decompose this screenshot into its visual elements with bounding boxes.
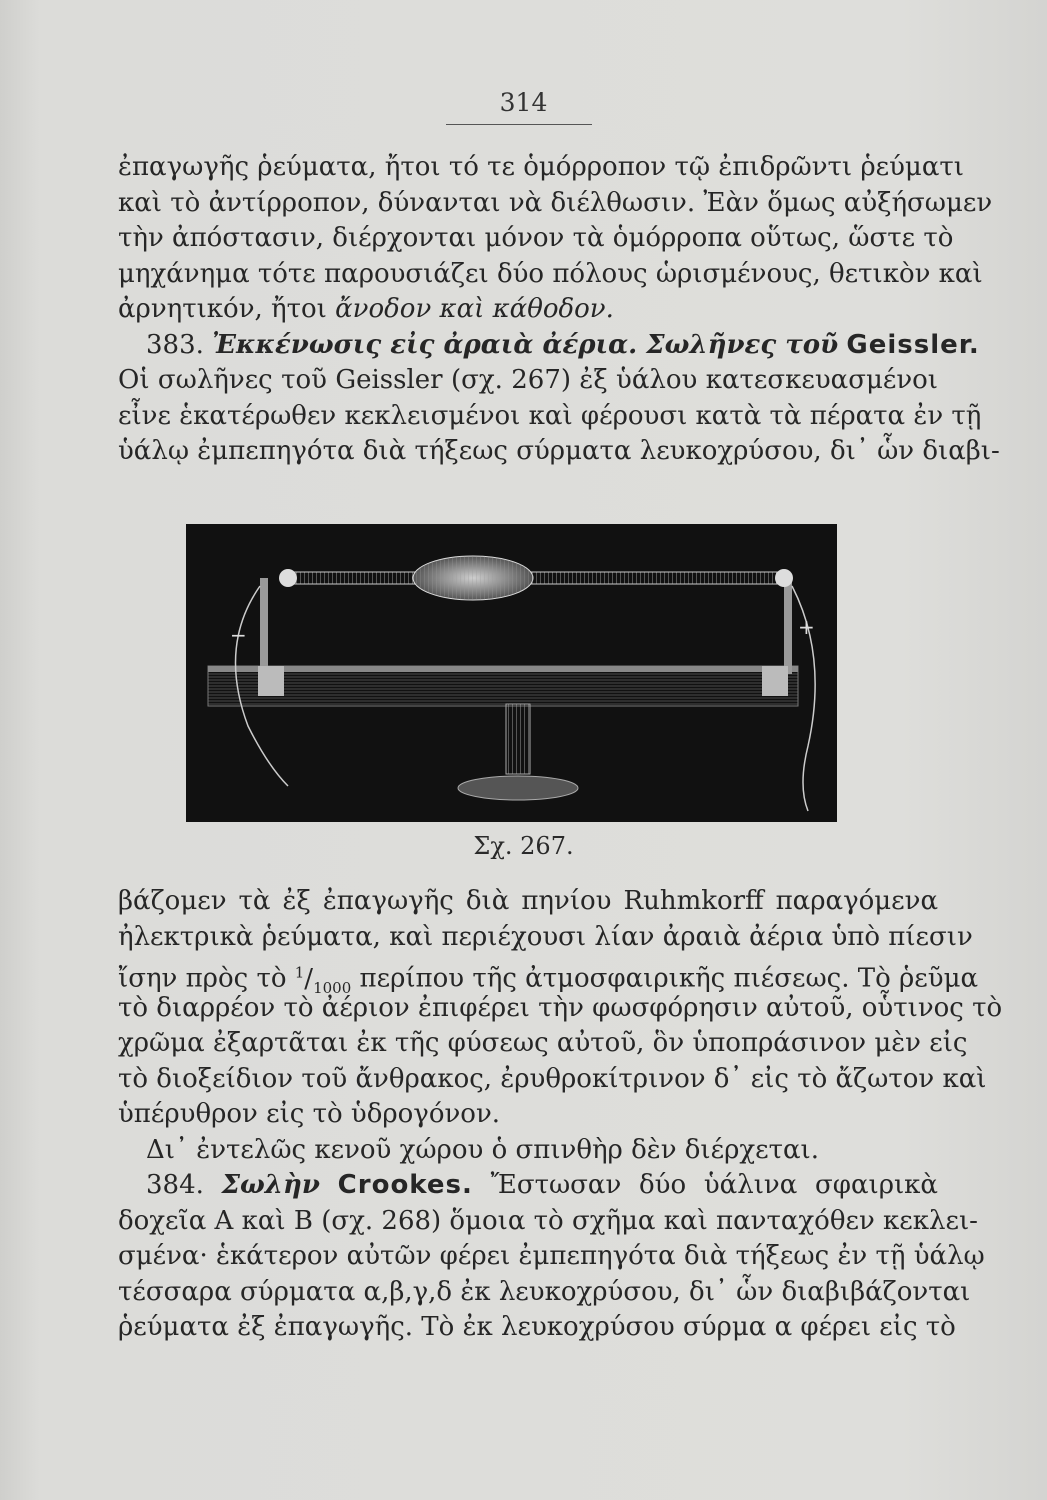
text-line: εἶνε ἑκατέρωθεν κεκλεισμένοι καὶ φέρουσι κατὰ τὰ πέρατα ἐν τῇ: [118, 400, 982, 431]
section-383-heading: [118, 328, 980, 364]
section-384-heading: [118, 1168, 938, 1204]
geissler-tube-figure: [186, 524, 837, 822]
text-fragment: Ἔστωσαν δύο ὑάλινα σφαιρικὰ: [490, 1170, 938, 1200]
section-title: Σωλὴν: [221, 1170, 320, 1200]
text-line: μηχάνημα τότε παρουσιάζει δύο πόλους ὡρισμένους, θετικὸν καὶ: [118, 258, 983, 289]
left-clamp: [258, 666, 284, 696]
text-line: τὸ διαρρέον τὸ ἀέριον ἐπιφέρει τὴν φωσφόρησιν αὐτοῦ, οὗτινος τὸ: [118, 992, 1003, 1023]
geissler-tube: [284, 572, 784, 584]
text-line: Δι᾽ ἐντελῶς κενοῦ χώρου ὁ σπινθὴρ δὲν διέρχεται.: [146, 1134, 820, 1165]
text-line: καὶ τὸ ἀντίρροπον, δύνανται νὰ διέλθωσιν. Ἐὰν ὅμως αὐξήσωμεν: [118, 187, 993, 218]
text-line: τὴν ἀπόστασιν, διέρχονται μόνον τὰ ὁμόρροπα οὕτως, ὥστε τὸ: [118, 223, 954, 253]
paragraph-continuation: [118, 150, 1000, 470]
text-line: ἠλεκτρικὰ ῥεύματα, καὶ περιέχουσι λίαν ἀραιὰ ἀέρια ὑπὸ πίεσιν: [118, 921, 973, 952]
page-number: 314: [499, 88, 548, 117]
section-title: Ἐκκένωσις εἰς ἀραιὰ ἀέρια. Σωλῆνες τοῦ: [212, 329, 839, 360]
right-upright: [784, 578, 792, 674]
text-line: βάζομεν τὰ ἐξ ἐπαγωγῆς διὰ πηνίου Ruhmkorff παραγόμενα: [118, 886, 938, 916]
text-line: ῥεύματα ἐξ ἐπαγωγῆς. Τὸ ἐκ λευκοχρύσου σύρμα α φέρει εἰς τὸ: [118, 1312, 956, 1342]
fraction-numerator: 1: [294, 963, 305, 981]
text-line: ὑπέρυθρον εἰς τὸ ὑδρογόνον.: [118, 1099, 501, 1129]
text-line: τέσσαρα σύρματα α,β,γ,δ ἐκ λευκοχρύσου, δι᾽ ὧν διαβιβάζονται: [118, 1276, 971, 1307]
text-fragment: περίπου τῆς ἀτμοσφαιρικῆς πιέσεως. Τὸ ῥεῦμα: [359, 963, 979, 994]
text-fragment: ἴσην πρὸς τὸ: [118, 963, 287, 994]
stand-column: [506, 704, 530, 774]
text-line: Οἱ σωλῆνες τοῦ Geissler (σχ. 267) ἐξ ὑάλου κατεσκευασμένοι: [118, 365, 938, 395]
text-line: χρῶμα ἐξαρτᾶται ἐκ τῆς φύσεως αὐτοῦ, ὃν ὑποπράσινον μὲν εἰς: [118, 1028, 968, 1058]
fraction-denominator: 1000: [313, 978, 352, 997]
italic-terms: ἄνοδον καὶ κάθοδον.: [335, 294, 614, 324]
fraction: $^1/_{1000}$: [294, 963, 352, 997]
text-fragment: ἀρνητικόν, ἤτοι: [118, 294, 327, 324]
text-line-with-fraction: [118, 955, 979, 997]
minus-label: −: [230, 623, 247, 647]
left-upright: [260, 578, 268, 674]
text-line: σμένα· ἑκάτερον αὐτῶν φέρει ἐμπεπηγότα διὰ τήξεως ἐν τῇ ὑάλῳ: [118, 1241, 985, 1271]
figure-caption: Σχ. 267.: [473, 832, 574, 860]
text-line: [118, 292, 938, 328]
right-electrode: [775, 569, 793, 587]
tube-bulb-hatching: [413, 556, 533, 600]
section-title-latin: Crookes.: [337, 1170, 473, 1200]
section-number: 384.: [146, 1170, 204, 1200]
text-line: ὑάλῳ ἐμπεπηγότα διὰ τήξεως σύρματα λευκοχρύσου, δι᾽ ὧν διαβι-: [118, 436, 1000, 466]
section-title-latin: Geissler.: [846, 329, 980, 360]
text-line: ἐπαγωγῆς ῥεύματα, ἤτοι τό τε ὁμόρροπον τῷ ἐπιδρῶντι ῥεύματι: [118, 152, 964, 182]
page-number-rule: [446, 124, 592, 125]
section-number: 383.: [146, 329, 204, 360]
plus-label: +: [798, 615, 815, 639]
base-plank-edge: [208, 666, 798, 672]
text-line: δοχεῖα Α καὶ Β (σχ. 268) ὅμοια τὸ σχῆμα καὶ πανταχόθεν κεκλει-: [118, 1205, 978, 1236]
left-electrode: [279, 569, 297, 587]
paragraph-continuation-2: [118, 884, 1003, 1346]
stand-foot: [458, 776, 578, 800]
text-line: τὸ διοξείδιον τοῦ ἄνθρακος, ἐρυθροκίτρινον δ᾽ εἰς τὸ ἄζωτον καὶ: [118, 1063, 987, 1094]
right-clamp: [762, 666, 788, 696]
geissler-tube-engraving: [188, 526, 835, 820]
